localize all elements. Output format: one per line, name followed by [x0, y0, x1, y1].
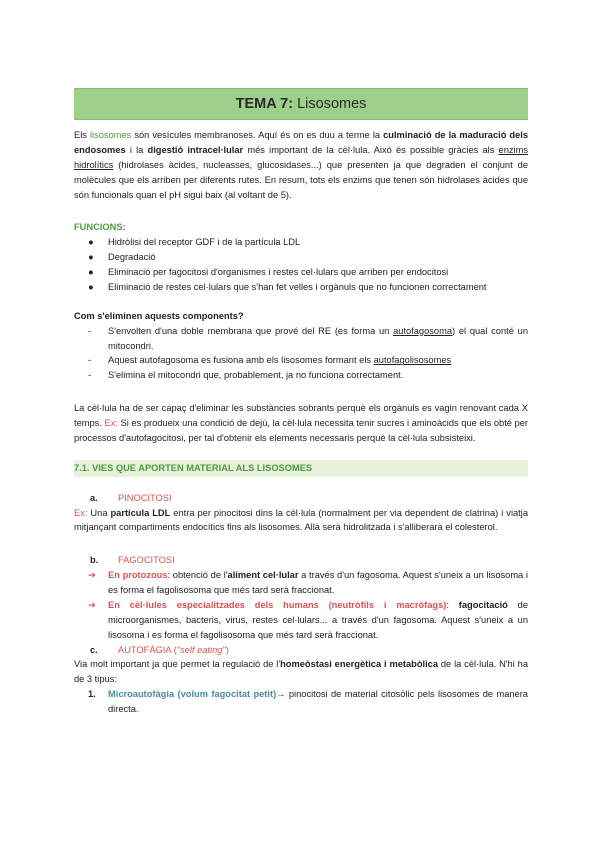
- autofagia-paragraph: [74, 657, 528, 687]
- term-autofagosoma: autofagosoma: [393, 325, 453, 336]
- text: Via molt important ja que permet la regulació de l': [74, 659, 281, 670]
- fagocitosi-list: [74, 568, 528, 642]
- list-item: [74, 235, 528, 250]
- term-digestio: digestió intracel·lular: [147, 144, 244, 155]
- list-item: [74, 324, 528, 354]
- bullet-icon: ●: [88, 281, 94, 292]
- document-body: [74, 128, 528, 717]
- term-protozous: En protozous: [108, 570, 168, 581]
- dash-icon: -: [88, 325, 92, 336]
- bullet-icon: ●: [88, 237, 94, 248]
- term-autofagolisosomes: autofagolisosomes: [373, 355, 452, 366]
- text: (: [171, 644, 177, 655]
- subheading-fagocitosi: [74, 553, 528, 568]
- text: més important de la cèl·lula. Això és possible gràcies als: [243, 144, 499, 155]
- subheading-letter: c.: [90, 644, 98, 655]
- dash-icon: -: [88, 370, 92, 381]
- example-label: Ex:: [104, 418, 118, 428]
- term-fagocitacio: fagocitació: [458, 599, 508, 610]
- text: de microorganismes, bacteris, virus, restes cel·lulars... a través d'un fagosoma. Aquest s'uneix a un lisosoma i es forma el fagolisosoma que més tard serà fraccionat.: [108, 599, 528, 640]
- subheading-label: AUTOFÀGIA: [118, 644, 172, 655]
- bullet-icon: ●: [88, 252, 94, 263]
- subheading-letter: b.: [90, 555, 99, 566]
- text: S'envolten d'una doble membrana que prové del RE (es forma un: [108, 325, 394, 336]
- list-number: 1.: [88, 689, 96, 700]
- title-text: Lisosomes: [293, 96, 367, 112]
- text: entra per pinocitosi dins la cèl·lula (normalment per via dependent de clatrina) i viatja mitjançant compartiments endocítics fins als lisosomes. Allà serà hidrolitzada i s'alliberarà el colesterol.: [74, 507, 528, 533]
- term-lisosomes: lisosomes: [89, 130, 132, 140]
- subheading-label: PINOCITOSI: [118, 492, 172, 503]
- list-item: [74, 568, 528, 598]
- list-item: [74, 280, 528, 295]
- example-label: Ex:: [74, 507, 88, 518]
- term-homeostasi: homeòstasi energètica i metabòlica: [280, 659, 439, 670]
- text: són vesícules membranoses. Aquí és on es duu a terme la: [131, 130, 384, 140]
- list-item: [74, 265, 528, 280]
- text: → pinocitosi de material citosòlic pels lisosomes de manera directa.: [108, 689, 528, 714]
- section-heading: 7.1. VIES QUE APORTEN MATERIAL ALS LISOSOMES: [74, 460, 528, 477]
- text: (hidrolases àcides, nucleasses, glucosidases...) que presenten ja que degraden el conjunt de molècules que els arriben per diferents rutes. En resum, tots els enzims que tenen són hidrolases àcides que són funcionals quan el pH sigui baix (al voltant de 5).: [74, 159, 528, 200]
- title-number: TEMA 7:: [235, 96, 294, 112]
- funcions-list: [74, 235, 528, 295]
- list-item: [74, 250, 528, 265]
- arrow-icon: ➔: [88, 570, 96, 581]
- list-item-text: Eliminació de restes cel·lulars que s'han fet velles i orgànuls que no funcionen correctament: [108, 281, 487, 292]
- subheading-label: FAGOCITOSI: [118, 555, 175, 566]
- paragraph-dejú: [74, 401, 528, 446]
- list-item-text: Hidròlisi del receptor GDF i de la partícula LDL: [108, 237, 301, 248]
- term-ldl: partícula LDL: [110, 507, 171, 518]
- elim-heading: Com s'eliminen aquests components?: [74, 310, 244, 321]
- term-aliment: aliment cel·lular: [227, 570, 299, 581]
- dash-icon: -: [88, 355, 92, 366]
- text: Si es produeix una condició de dejú, la cèl·lula necessita tenir sucres i aminoàcids que els obté per processos d'autofagocitosi, per tal d'obtenir els elements necessaris perquè la cèl·lula subsisteixi.: [74, 418, 529, 443]
- arrow-icon: ➔: [88, 599, 96, 610]
- subheading-autofagia: [74, 643, 528, 658]
- list-item: [74, 368, 528, 383]
- text: :: [446, 599, 459, 610]
- subheading-pinocitosi: [74, 491, 528, 506]
- list-item: [74, 353, 528, 368]
- text: : obtenció de l': [167, 570, 228, 581]
- autofagia-list: [74, 687, 528, 717]
- text: La cèl·lula ha de ser capaç d'eliminar les substàncies sobrants perquè els orgànuls es vagin renovant cada X temps.: [74, 403, 528, 428]
- text: Una: [87, 507, 111, 518]
- funcions-heading: FUNCIONS:: [74, 222, 126, 233]
- text: a través d'un fagosoma. Aquest s'uneix a un lisosoma i es forma el fagolisosoma que més tard serà fraccionat.: [108, 570, 528, 595]
- subheading-english: "self eating": [176, 644, 226, 655]
- elim-list: [74, 324, 528, 384]
- text: Els: [74, 130, 90, 140]
- text: ) el qual conté un mitocondri.: [108, 325, 528, 351]
- term-enzims: enzims hidrolítics: [74, 144, 528, 170]
- text: de la cèl·lula. N'hi ha de 3 tipus:: [74, 659, 528, 685]
- text: Aquest autofagosoma es fusiona amb els lisosomes formant els: [108, 355, 374, 366]
- intro-paragraph: [74, 128, 528, 202]
- list-item-text: Eliminació per fagocitosi d'organismes i restes cel·lulars que arriben per endocitosi: [108, 267, 449, 277]
- text: ): [225, 644, 229, 655]
- text: i la: [125, 144, 148, 155]
- term-culminacio: culminació de la maduració dels endosomes: [74, 130, 529, 155]
- term-cel-lules: En cèl·lules especialitzades dels humans (neutròfils i macròfags): [108, 599, 447, 610]
- term-microautofagia: Microautofàgia (volum fagocitat petit): [108, 689, 277, 700]
- bullet-icon: ●: [88, 267, 94, 277]
- text: S'elimina el mitocondri que, probablement, ja no funciona correctament.: [108, 370, 404, 381]
- pinocitosi-paragraph: [74, 506, 528, 536]
- subheading-letter: a.: [90, 492, 98, 503]
- list-item-text: Degradació: [108, 252, 156, 263]
- list-item: [74, 598, 528, 643]
- list-item: [74, 687, 528, 717]
- page-title: [74, 88, 528, 120]
